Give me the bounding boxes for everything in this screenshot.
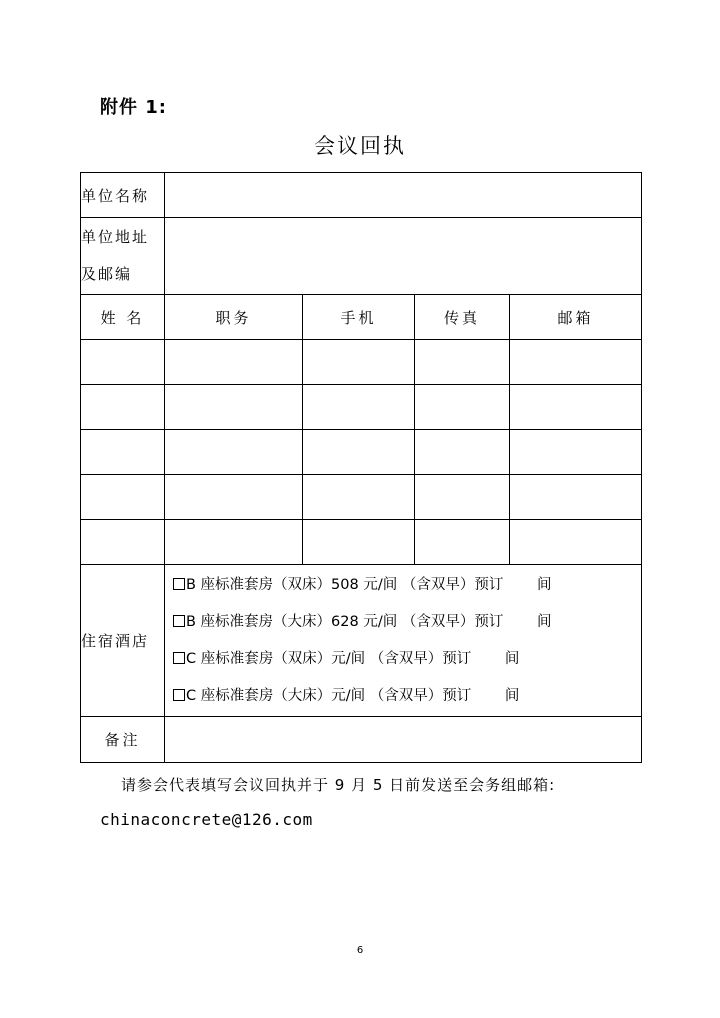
attendee-position-cell[interactable] bbox=[165, 520, 303, 565]
checkbox-icon[interactable] bbox=[173, 578, 185, 590]
attendee-fax-cell[interactable] bbox=[415, 430, 510, 475]
checkbox-icon[interactable] bbox=[173, 652, 185, 664]
checkbox-icon[interactable] bbox=[173, 689, 185, 701]
attendee-email-cell[interactable] bbox=[510, 340, 642, 385]
checkbox-icon[interactable] bbox=[173, 615, 185, 627]
attendee-row bbox=[81, 385, 642, 430]
attachment-label: 附件 1: bbox=[100, 97, 167, 118]
notice-text: 请参会代表填写会议回执并于 9 月 5 日前发送至会务组邮箱: bbox=[121, 776, 556, 794]
unit-address-row bbox=[81, 218, 642, 295]
attendee-email-cell[interactable] bbox=[510, 475, 642, 520]
hotel-option-text: C 座标准套房（大床）元/间 （含双早）预订 间 bbox=[186, 687, 520, 704]
attendee-name-cell[interactable] bbox=[81, 340, 165, 385]
attendee-row bbox=[81, 520, 642, 565]
header-name: 姓 名 bbox=[81, 295, 165, 340]
hotel-options bbox=[165, 565, 642, 717]
attendee-mobile-cell[interactable] bbox=[303, 430, 415, 475]
hotel-option-text: C 座标准套房（双床）元/间 （含双早）预订 间 bbox=[186, 650, 520, 667]
attendee-email-cell[interactable] bbox=[510, 385, 642, 430]
hotel-label: 住宿酒店 bbox=[81, 565, 165, 717]
attendee-position-cell[interactable] bbox=[165, 475, 303, 520]
unit-name-row bbox=[81, 173, 642, 218]
remarks-row bbox=[81, 717, 642, 763]
attendee-mobile-cell[interactable] bbox=[303, 385, 415, 430]
page-number: 6 bbox=[356, 945, 364, 956]
attendee-position-cell[interactable] bbox=[165, 430, 303, 475]
hotel-option-text: B 座标准套房（大床）628 元/间 （含双早）预订 间 bbox=[186, 613, 552, 630]
form-title: 会议回执 bbox=[314, 134, 406, 158]
attendee-name-cell[interactable] bbox=[81, 520, 165, 565]
attendee-name-cell[interactable] bbox=[81, 475, 165, 520]
header-row bbox=[81, 295, 642, 340]
attendee-row bbox=[81, 475, 642, 520]
attendee-mobile-cell[interactable] bbox=[303, 475, 415, 520]
attendee-email-cell[interactable] bbox=[510, 520, 642, 565]
header-position: 职务 bbox=[165, 295, 303, 340]
unit-name-field[interactable] bbox=[165, 173, 642, 218]
header-fax: 传真 bbox=[415, 295, 510, 340]
attendee-position-cell[interactable] bbox=[165, 385, 303, 430]
hotel-option[interactable] bbox=[165, 567, 641, 604]
attendee-row bbox=[81, 430, 642, 475]
header-mobile: 手机 bbox=[303, 295, 415, 340]
receipt-form-table bbox=[80, 172, 642, 763]
header-email: 邮箱 bbox=[510, 295, 642, 340]
unit-name-label: 单位名称 bbox=[81, 173, 165, 218]
attendee-mobile-cell[interactable] bbox=[303, 340, 415, 385]
attendee-row bbox=[81, 340, 642, 385]
attendee-fax-cell[interactable] bbox=[415, 520, 510, 565]
unit-address-field[interactable] bbox=[165, 218, 642, 295]
contact-email[interactable]: chinaconcrete@126.com bbox=[100, 810, 313, 829]
hotel-row bbox=[81, 565, 642, 717]
hotel-option[interactable] bbox=[165, 678, 641, 715]
attendee-position-cell[interactable] bbox=[165, 340, 303, 385]
remarks-field[interactable] bbox=[165, 717, 642, 763]
attendee-name-cell[interactable] bbox=[81, 385, 165, 430]
attendee-fax-cell[interactable] bbox=[415, 475, 510, 520]
attendee-mobile-cell[interactable] bbox=[303, 520, 415, 565]
hotel-option-text: B 座标准套房（双床）508 元/间 （含双早）预订 间 bbox=[186, 576, 552, 593]
hotel-option[interactable] bbox=[165, 641, 641, 678]
unit-address-label-line1: 单位地址 bbox=[81, 228, 150, 246]
unit-address-label-line2: 及邮编 bbox=[81, 265, 133, 283]
hotel-option[interactable] bbox=[165, 604, 641, 641]
attendee-name-cell[interactable] bbox=[81, 430, 165, 475]
unit-address-label bbox=[81, 218, 165, 295]
remarks-label: 备注 bbox=[81, 717, 165, 763]
attendee-email-cell[interactable] bbox=[510, 430, 642, 475]
attendee-fax-cell[interactable] bbox=[415, 385, 510, 430]
attendee-fax-cell[interactable] bbox=[415, 340, 510, 385]
